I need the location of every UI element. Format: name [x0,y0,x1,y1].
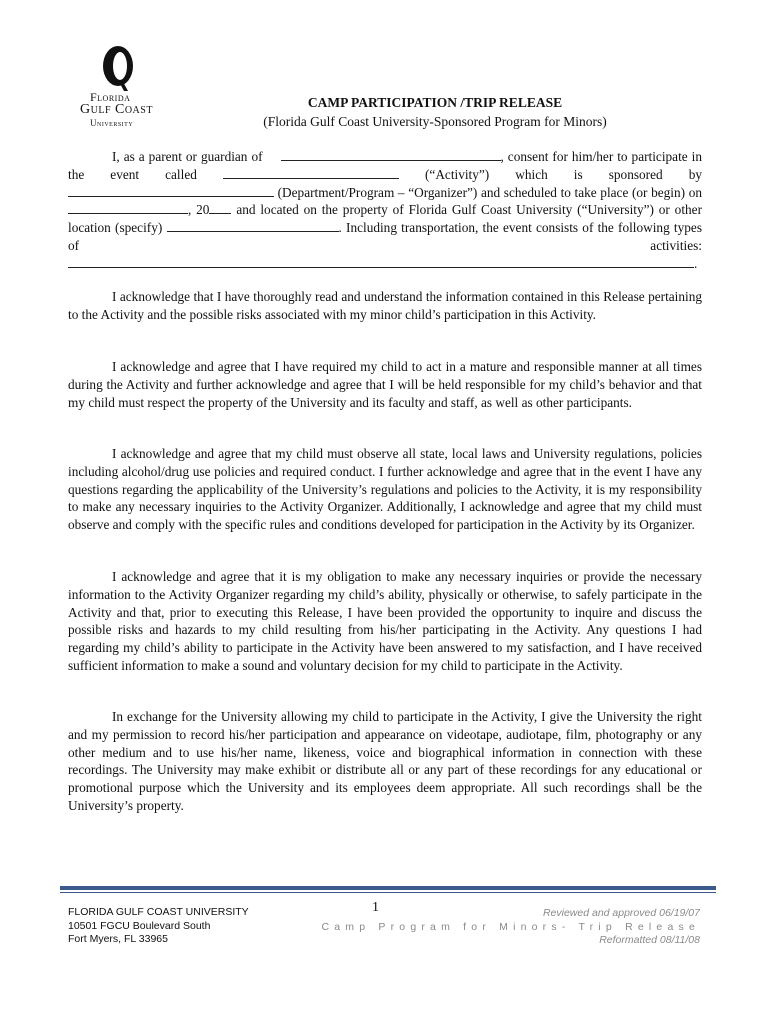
department-blank[interactable] [68,184,274,197]
consent-text-b: , consent for him/her to participate in the event called [68,149,702,182]
footer-rule-thick [60,886,716,890]
paragraph-5-text: I acknowledge and agree that it is my obligation to make any necessary inquiries or provide the necessary information to the Activity Organizer regarding my child’s ability, physically or otherwise, to safely participate in the Activity and that, prior to executing this Release, I have been provided the opportunity to inquire and discuss the possible risks and hazards to my child resulting from his/her participating in the Activity. Any questions I had regarding my child’s ability to participate in the Activity have been answered to my satisfaction, and I have received sufficient information to make a sound and voluntary decision for my child to participate in the Activity. [68,569,702,673]
paragraph-6-text: In exchange for the University allowing my child to participate in the Activity, I give the University the right and my permission to record his/her participation and appearance on videotape, audiotape, film, photography or any other medium and to use his/her name, likeness, voice and biographical information in connection with these recordings. The University may make exhibit or distribute all or any part of these recordings for any educational or promotional purpose which the University and its employees deem appropriate. All such recordings shall be the University’s property. [68,709,702,813]
inquiries-paragraph [68,568,702,675]
consent-text-e: , 20 [188,202,210,218]
paragraph-3-text: I acknowledge and agree that I have required my child to act in a mature and responsible manner at all times during the Activity and further acknowledge and agree that I will be held responsible for my child’s behavior and that my child must respect the property of the University and its faculty and staff, as well as other participants. [68,359,702,410]
consent-text-c: (“Activity”) which is sponsored by [424,166,702,182]
fgcu-emblem-icon [94,44,142,92]
acknowledge-read-paragraph [68,288,702,324]
event-name-blank[interactable] [223,166,399,179]
consent-paragraph [68,148,702,273]
footer-reformatted: Reformatted 08/11/08 [599,934,700,946]
footer-address-line2: Fort Myers, FL 33965 [68,933,168,945]
responsibility-paragraph [68,358,702,411]
activities-blank[interactable] [68,255,694,268]
paragraph-4-text: I acknowledge and agree that my child must observe all state, local laws and University regulations, policies including alcohol/drug use policies and required conduct. I further acknowledge and agree that in the event I have any questions regarding the applicability of the University’s regulations and policies to the Activity, it is my responsibility to make any necessary inquiries to the Activity Organizer. Additionally, I acknowledge and agree that my child must observe and comply with the specific rules and conditions developed for participation in the Activity by its Organizer. [68,446,702,533]
footer-revision-info [321,907,700,948]
footer-org: FLORIDA GULF COAST UNIVERSITY [68,906,249,918]
footer-reviewed: Reviewed and approved 06/19/07 [542,907,700,919]
consent-text-d: (Department/Program – “Organizer”) and scheduled to take place (or begin) on [277,184,702,200]
logo-text-line2: Gulf Coast [80,102,153,117]
footer-address [68,906,249,947]
document-subtitle: (Florida Gulf Coast University-Sponsored Program for Minors) [263,114,607,129]
recording-rights-paragraph [68,708,702,815]
page-number: 1 [372,900,379,915]
regulations-paragraph [68,445,702,534]
consent-text-a: I, as a parent or guardian of [112,149,263,164]
consent-text-h: . [694,255,698,271]
footer-address-line1: 10501 FGCU Boulevard South [68,919,211,932]
consent-text-g: . Including transportation, the event consists of the following types of activities: [68,220,702,253]
paragraph-2-text: I acknowledge that I have thoroughly read and understand the information contained in this Release pertaining to the Activity and the possible risks associated with my minor child’s participation in this Activity. [68,289,702,322]
year-blank[interactable] [209,201,231,214]
child-name-blank[interactable] [281,148,501,161]
footer-program: Camp Program for Minors- Trip Release [321,920,700,933]
date-blank[interactable] [68,201,188,214]
location-blank[interactable] [167,219,339,232]
logo-text-line1: Florida [90,90,131,104]
logo-text-line3: University [90,118,134,128]
document-title: CAMP PARTICIPATION /TRIP RELEASE [307,95,563,110]
consent-text-f: and located on the property of Florida Gulf Coast University (“University”) or other location (specify) [68,202,703,236]
footer-rule-thin [60,892,716,893]
